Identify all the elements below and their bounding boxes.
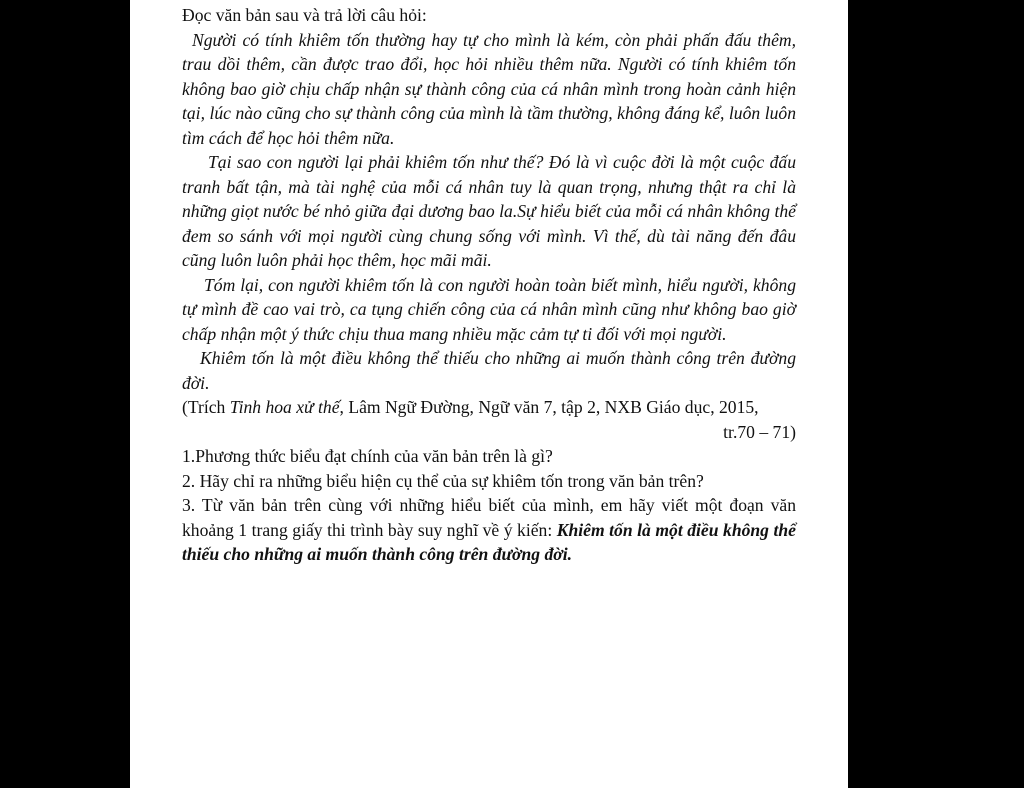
passage-paragraph-3: Tóm lại, con người khiêm tốn là con người hoàn toàn biết mình, hiểu người, không tự mình đề cao vai trò, ca tụng chiến công của cá nhân mình cũng như không bao giờ chấp nhận một ý thức chịu thua mang nhiều mặc cảm tự ti đối với mọi người. <box>182 274 796 344</box>
cropped-text-fragment <box>600 0 810 2</box>
citation-pages: tr.70 – 71) <box>723 421 796 442</box>
passage-paragraph-1: Người có tính khiêm tốn thường hay tự cho mình là kém, còn phải phấn đấu thêm, trau dồi thêm, cần được trao đổi, học hỏi nhiều thêm nữa. Người có tính khiêm tốn không bao giờ chịu chấp nhận sự thành công của cá nhân mình trong hoàn cảnh hiện tại, lúc nào cũng cho sự thành công của mình là tầm thường, không đáng kể, luôn luôn tìm cách để học hỏi thêm nữa. <box>182 29 796 148</box>
citation-details: , Lâm Ngữ Đường, Ngữ văn 7, tập 2, NXB Giáo dục, 2015, <box>339 397 759 417</box>
document-page <box>130 0 848 788</box>
citation-title: Tinh hoa xử thế <box>229 397 340 417</box>
document-content <box>182 3 796 567</box>
citation <box>182 395 796 444</box>
passage-paragraph-2: Tại sao con người lại phải khiêm tốn như thế? Đó là vì cuộc đời là một cuộc đấu tranh bất tận, mà tài nghệ của mỗi cá nhân tuy là quan trọng, nhưng thật ra chỉ là những giọt nước bé nhỏ giữa đại dương bao la.Sự hiểu biết của mỗi cá nhân không thể đem so sánh với mọi người cùng chung sống với mình. Vì thế, dù tài năng đến đâu cũng luôn luôn phải học thêm, học mãi mãi. <box>182 152 796 270</box>
passage-paragraph-4: Khiêm tốn là một điều không thể thiếu cho những ai muốn thành công trên đường đời. <box>182 348 796 393</box>
instruction-text: Đọc văn bản sau và trả lời câu hỏi: <box>182 5 427 25</box>
citation-prefix: (Trích <box>182 397 230 417</box>
question-3 <box>182 493 796 567</box>
question-2: 2. Hãy chỉ ra những biểu hiện cụ thể của sự khiêm tốn trong văn bản trên? <box>182 470 704 491</box>
question-3-prompt: 3. Từ văn bản trên cùng với những hiểu biết của mình, em hãy viết một đoạn văn khoảng 1 trang giấy thi trình bày suy nghĩ về ý kiến: <box>182 495 796 540</box>
question-1: 1.Phương thức biểu đạt chính của văn bản trên là gì? <box>182 446 553 466</box>
question-3-quote: Khiêm tốn là một điều không thể thiếu cho những ai muốn thành công trên đường đời. <box>182 519 796 564</box>
